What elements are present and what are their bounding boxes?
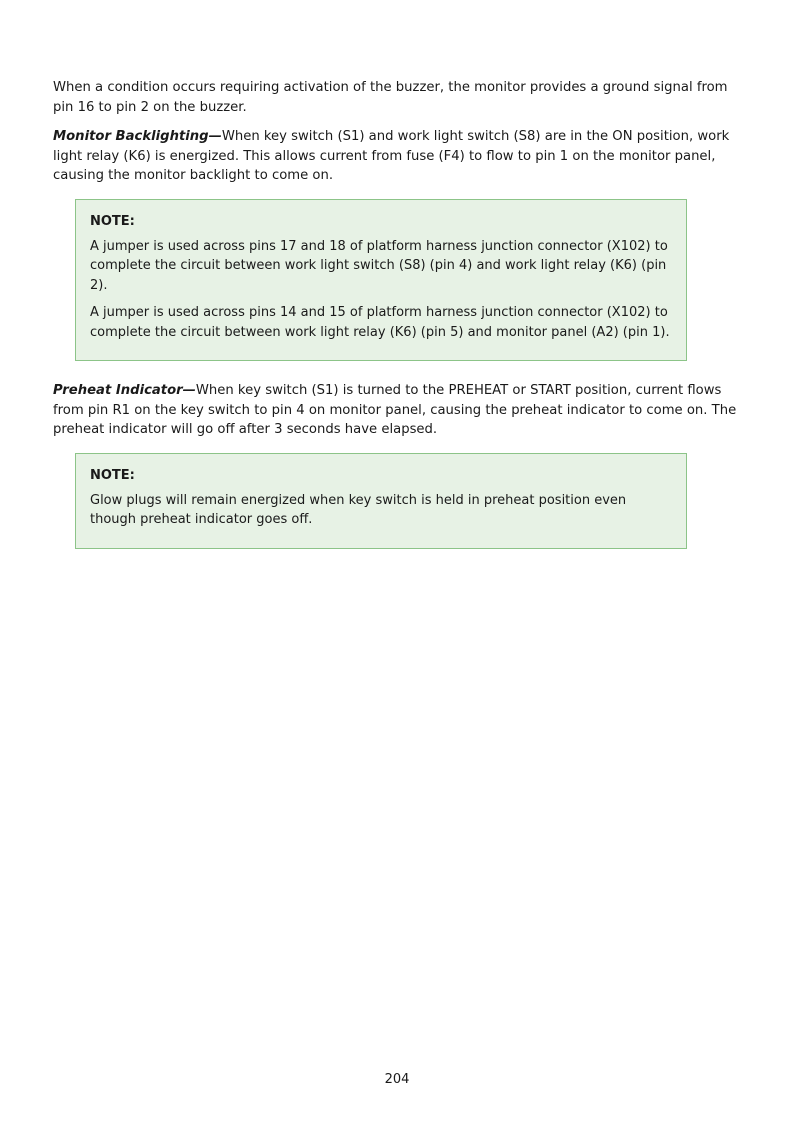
note-box-glow-plugs: [75, 453, 687, 549]
page-number: 204: [384, 1072, 410, 1087]
preheat-heading: Preheat Indicator—: [53, 383, 196, 398]
note-text: Glow plugs will remain energized when key switch is held in preheat position even though preheat indicator goes off.: [90, 492, 627, 527]
backlighting-paragraph: [53, 127, 743, 186]
note-text: A jumper is used across pins 17 and 18 of platform harness junction connector (X102) to complete the circuit between work light switch (S8) (pin 4) and work light relay (K6) (pin 2).: [90, 238, 668, 293]
note-box-jumpers: [75, 199, 687, 362]
preheat-paragraph: [53, 381, 743, 440]
note-title: NOTE:: [90, 467, 135, 483]
buzzer-paragraph: When a condition occurs requiring activation of the buzzer, the monitor provides a ground signal from pin 16 to pin 2 on the buzzer.: [53, 80, 728, 115]
note-title: NOTE:: [90, 213, 135, 229]
note-text: A jumper is used across pins 14 and 15 of platform harness junction connector (X102) to complete the circuit between work light relay (K6) (pin 5) and monitor panel (A2) (pin 1).: [90, 305, 670, 340]
backlighting-text: When key switch (S1) and work light switch (S8) are in the ON position, work light relay (K6) is energized. This allows current from fuse (F4) to flow to pin 1 on the monitor panel, causing the monitor backlight to come on.: [53, 129, 730, 183]
backlighting-heading: Monitor Backlighting—: [53, 129, 222, 144]
page-content: [53, 78, 743, 569]
preheat-text: When key switch (S1) is turned to the PREHEAT or START position, current flows from pin R1 on the key switch to pin 4 on monitor panel, causing the preheat indicator to come on. The preheat indicator will go off after 3 seconds have elapsed.: [53, 383, 737, 437]
